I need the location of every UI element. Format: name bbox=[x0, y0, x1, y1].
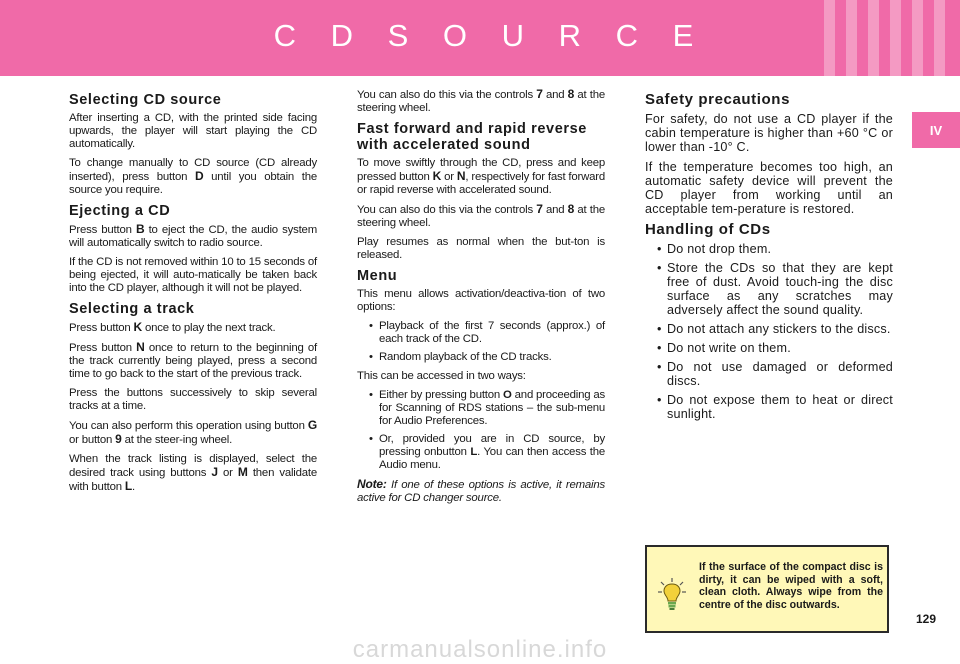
tip-box bbox=[645, 545, 889, 633]
list-item: • Or, provided you are in CD source, by pressing onbutton L. You can then access the Audio menu. bbox=[357, 433, 605, 472]
tip-text: If the surface of the compact disc is dirty, it can be wiped with a soft, clean cloth. Always wipe from the centre of the disc outwards. bbox=[699, 561, 883, 611]
list-item: • Do not write on them. bbox=[645, 341, 893, 355]
paragraph: When the track listing is displayed, select the desired track using buttons J or M then validate with button L. bbox=[69, 453, 317, 493]
section-title-selecting-track: Selecting a track bbox=[69, 301, 195, 317]
list-item: • Playback of the first 7 seconds (approx.) of each track of the CD. bbox=[357, 320, 605, 346]
paragraph: Press button N once to return to the beginning of the track currently being played, press a second time to go back to the start of the previous track. bbox=[69, 340, 317, 380]
paragraph: To change manually to CD source (CD already inserted), press button D until you obtain the source you require. bbox=[69, 157, 318, 196]
header-stripe bbox=[934, 0, 945, 76]
column-middle bbox=[357, 88, 605, 511]
paragraph: If the CD is not removed within 10 to 15 seconds of being ejected, it will auto-matically be taken back into the CD player, although it will not be played. bbox=[69, 256, 317, 294]
paragraph: Press button K once to play the next track. bbox=[69, 320, 276, 334]
header-stripe bbox=[846, 0, 857, 76]
header-stripe bbox=[824, 0, 835, 76]
lightbulb-icon bbox=[657, 577, 687, 611]
paragraph: Play resumes as normal when the but-ton is released. bbox=[357, 236, 605, 261]
section-title-selecting-cd-source: Selecting CD source bbox=[69, 92, 222, 108]
note: Note: If one of these options is active, it remains active for CD changer source. bbox=[357, 477, 605, 504]
paragraph: Press button B to eject the CD, the audio system will automatically switch to radio source. bbox=[69, 222, 317, 249]
paragraph: Press the buttons successively to skip several tracks at a time. bbox=[69, 387, 317, 412]
paragraph: This can be accessed in two ways: bbox=[357, 370, 526, 382]
list-item: • Store the CDs so that they are kept free of dust. Avoid touch-ing the disc surface as any scratches may adversely affect the sound quality. bbox=[645, 261, 893, 317]
list-item: • Either by pressing button O and proceeding as for Scanning of RDS stations – the sub-menu for Audio Preferences. bbox=[357, 389, 605, 428]
page-title: C D S O U R C E bbox=[273, 18, 707, 53]
handling-list bbox=[645, 242, 893, 421]
paragraph: If the temperature becomes too high, an automatic safety device will prevent the CD player from working until an acceptable tem-perature is restored. bbox=[645, 160, 893, 216]
paragraph: To move swiftly through the CD, press and keep pressed button K or N, respectively for fast forward or rapid reverse with accelerated sound. bbox=[357, 157, 606, 196]
section-title-handling: Handling of CDs bbox=[645, 221, 771, 238]
list-item: • Do not expose them to heat or direct sunlight. bbox=[645, 393, 893, 421]
paragraph: For safety, do not use a CD player if the cabin temperature is higher than +60 °C or lower than -10° C. bbox=[645, 112, 893, 154]
list-item: • Do not use damaged or deformed discs. bbox=[645, 360, 893, 388]
list-item: • Do not drop them. bbox=[645, 242, 893, 256]
access-list bbox=[357, 389, 605, 472]
page-header bbox=[0, 0, 960, 76]
list-item: • Do not attach any stickers to the discs. bbox=[645, 322, 893, 336]
paragraph: You can also do this via the controls 7 and 8 at the steering wheel. bbox=[357, 202, 605, 229]
section-title-ejecting-cd: Ejecting a CD bbox=[69, 203, 171, 219]
footer-watermark: carmanualsonline.info bbox=[352, 636, 608, 663]
column-left bbox=[69, 88, 317, 500]
section-title-safety: Safety precautions bbox=[645, 91, 791, 108]
list-item: • Random playback of the CD tracks. bbox=[357, 351, 605, 364]
page-number: 129 bbox=[916, 612, 937, 626]
section-title-menu: Menu bbox=[357, 268, 398, 284]
paragraph: You can also do this via the controls 7 and 8 at the steering wheel. bbox=[357, 87, 605, 114]
paragraph: You can also perform this operation using button G or button 9 at the steer-ing wheel. bbox=[69, 418, 317, 446]
header-stripe bbox=[912, 0, 923, 76]
header-stripe bbox=[890, 0, 901, 76]
column-right bbox=[645, 88, 893, 427]
section-title-fast-forward: Fast forward and rapid reverse with accelerated sound bbox=[357, 121, 587, 153]
option-list bbox=[357, 320, 605, 364]
paragraph: This menu allows activation/deactiva-tion of two options: bbox=[357, 288, 605, 313]
chapter-tab: IV bbox=[912, 112, 960, 148]
paragraph: After inserting a CD, with the printed side facing upwards, the player will start playing the CD automatically. bbox=[69, 112, 317, 150]
header-stripe bbox=[868, 0, 879, 76]
